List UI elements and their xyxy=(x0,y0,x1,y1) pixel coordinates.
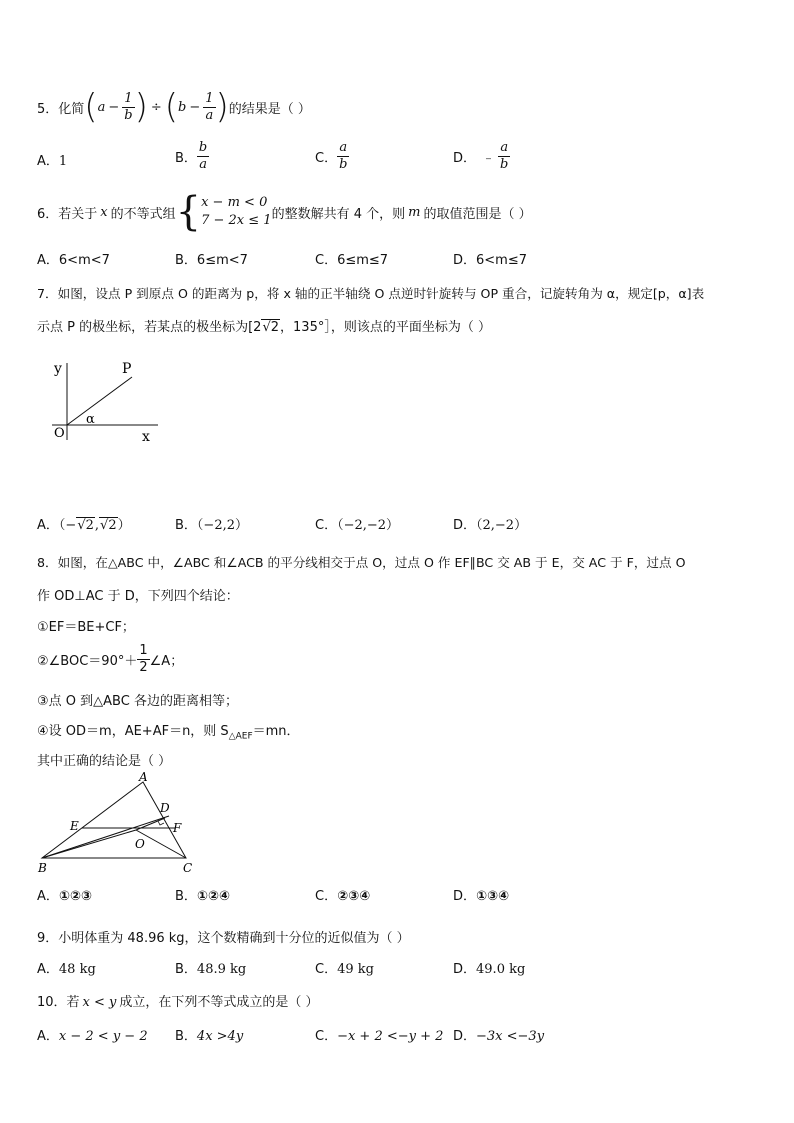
q7-line2-text: 示点 P 的极坐标，若某点的极坐标为[2 xyxy=(37,320,262,335)
option-label: B． xyxy=(175,253,197,268)
q5-option-b[interactable] xyxy=(175,140,209,173)
q7-line2-tail: ，135°］，则该点的平面坐标为（ ） xyxy=(280,320,491,335)
q6-system-row1: x − m < 0 xyxy=(201,195,268,210)
q7-line1: 7．如图，设点 P 到原点 O 的距离为 p，将 x 轴的正半轴绕 O 点逆时针旋转与 OP 重合，记旋转角为 α，规定[p，α]表 xyxy=(37,286,705,301)
option-text: 4x >4y xyxy=(196,1029,244,1044)
option-text: −x + 2 <−y + 2 xyxy=(337,1029,444,1044)
q5-paren-close-2: ) xyxy=(215,87,229,127)
q8-ask: 其中正确的结论是（ ） xyxy=(37,754,172,769)
option-sqrt: √2 xyxy=(77,518,94,533)
q8-line2: 作 OD⊥AC 于 D，下列四个结论： xyxy=(37,589,239,604)
q5-option-c[interactable] xyxy=(315,140,349,173)
q6-var-x: x xyxy=(100,204,108,220)
q8-option-a[interactable] xyxy=(37,885,92,904)
q10-option-d[interactable] xyxy=(453,1025,544,1044)
option-label: A． xyxy=(37,1029,59,1044)
q5-stem xyxy=(37,87,311,127)
option-frac xyxy=(498,140,510,173)
q9-stem: 9．小明体重为 48.96 kg，这个数精确到十分位的近似值为（ ） xyxy=(37,931,410,946)
option-label: D． xyxy=(453,253,477,268)
q6-option-c[interactable] xyxy=(315,249,388,268)
q5-number: 5． xyxy=(37,101,59,117)
q5-tail: 的结果是（ ） xyxy=(228,101,311,117)
label-d: D xyxy=(160,801,170,815)
q7-option-d[interactable] xyxy=(453,514,527,533)
q10-stem xyxy=(37,991,319,1010)
q9-option-a[interactable] xyxy=(37,958,96,977)
q7-line2 xyxy=(37,316,491,335)
q7-option-c[interactable] xyxy=(315,514,399,533)
q6-option-b[interactable] xyxy=(175,249,248,268)
q6-tail1: 的整数解共有 4 个，则 xyxy=(271,206,406,222)
q5-option-d[interactable] xyxy=(453,140,510,173)
right-angle-mark xyxy=(158,821,164,825)
q9-option-c[interactable] xyxy=(315,958,374,977)
option-label: B． xyxy=(175,962,197,977)
sqrt-value: 2 xyxy=(85,518,94,533)
q5-frac1-num: 1 xyxy=(124,90,133,106)
q10-option-c[interactable] xyxy=(315,1025,443,1044)
option-text: ①③④ xyxy=(476,889,510,904)
label-e: E xyxy=(70,819,79,833)
option-label: C． xyxy=(315,253,338,268)
q6-system xyxy=(201,194,271,230)
q5-minus-1: − xyxy=(108,99,120,115)
frac-num: a xyxy=(339,140,348,155)
option-frac xyxy=(337,140,349,173)
option-label: D． xyxy=(453,962,477,977)
option-comma: , xyxy=(94,518,100,533)
option-label: A． xyxy=(37,253,59,268)
label-o: O xyxy=(54,426,65,441)
q7-option-a[interactable] xyxy=(37,514,131,533)
q9-option-d[interactable] xyxy=(453,958,525,977)
q5-paren-open-2: ( xyxy=(164,87,178,127)
frac-num: b xyxy=(198,140,208,155)
q6-mid: 的不等式组 xyxy=(110,206,176,222)
label-y: y xyxy=(54,361,62,377)
option-prefix: ﹣ xyxy=(482,151,496,166)
label-a: A xyxy=(139,770,148,784)
frac-den: b xyxy=(339,157,348,172)
option-text: （− xyxy=(58,518,77,533)
q6-brace: { xyxy=(175,189,202,235)
label-o: O xyxy=(135,837,145,851)
option-label: D． xyxy=(453,1029,477,1044)
option-label: A． xyxy=(37,154,59,169)
frac-num: 1 xyxy=(139,642,148,658)
option-label: B． xyxy=(175,151,197,166)
option-text: x − 2 < y − 2 xyxy=(58,1029,148,1044)
triangle-abc xyxy=(42,782,186,858)
q10-tail: 成立，在下列不等式成立的是（ ） xyxy=(119,995,319,1010)
q10-option-b[interactable] xyxy=(175,1025,243,1044)
option-frac xyxy=(197,140,209,173)
option-text: （−2,2） xyxy=(196,518,248,533)
q8-conclusion-4 xyxy=(37,720,300,742)
option-label: D． xyxy=(453,518,477,533)
q7-sqrt-value: 2 xyxy=(270,320,280,335)
q8-conclusion-2 xyxy=(37,640,183,678)
q6-var-m: m xyxy=(408,204,421,220)
option-text: 49 kg xyxy=(337,962,374,977)
label-b: B xyxy=(38,861,47,875)
c2-frac xyxy=(137,643,149,676)
option-text: ②③④ xyxy=(337,889,371,904)
sqrt-value: 2 xyxy=(108,518,117,533)
q5-frac2-num: 1 xyxy=(205,90,214,106)
q7-option-b[interactable] xyxy=(175,514,248,533)
q5-minus-2: − xyxy=(189,99,201,115)
option-text: ①②④ xyxy=(196,889,230,904)
q8-conclusion-1: ①EF＝BE+CF； xyxy=(37,620,135,635)
option-label: D． xyxy=(453,889,477,904)
option-text: 48.9 kg xyxy=(196,962,247,977)
frac-den: 2 xyxy=(139,659,148,675)
c4-tail: ＝mn． xyxy=(252,724,300,739)
q5-frac1 xyxy=(122,91,134,124)
label-p: P xyxy=(122,361,132,377)
q6-option-a[interactable] xyxy=(37,249,110,268)
q5-lead: 化简 xyxy=(58,101,85,117)
option-label: B． xyxy=(175,1029,197,1044)
q7-polar-figure xyxy=(40,355,170,450)
option-text: 6<m<7 xyxy=(58,253,110,268)
option-label: A． xyxy=(37,962,59,977)
option-text: −3x <−3y xyxy=(476,1029,545,1044)
frac-den: b xyxy=(500,157,509,172)
label-alpha: α xyxy=(86,412,95,427)
option-label: A． xyxy=(37,518,59,533)
option-label: C． xyxy=(315,518,338,533)
q5-divide: ÷ xyxy=(150,99,162,115)
ray-op xyxy=(67,377,132,425)
q6-option-d[interactable] xyxy=(453,249,527,268)
q7-sqrt: √2 xyxy=(262,320,280,335)
label-f: F xyxy=(173,821,182,835)
c2-text: ②∠BOC＝90°＋ xyxy=(37,653,138,669)
option-text: （2,−2） xyxy=(476,518,528,533)
q8-line1: 8．如图，在△ABC 中，∠ABC 和∠ACB 的平分线相交于点 O，过点 O 作 EF∥BC 交 AB 于 E，交 AC 于 F，过点 O xyxy=(37,555,686,570)
option-text-end: ） xyxy=(117,518,131,533)
option-label: C． xyxy=(315,151,338,166)
frac-den: a xyxy=(199,157,207,172)
q5-expr2-b: b xyxy=(178,99,187,115)
q8-option-c[interactable] xyxy=(315,885,370,904)
label-x: x xyxy=(142,429,150,445)
option-label: D． xyxy=(453,151,477,166)
option-text: 6≤m≤7 xyxy=(337,253,389,268)
segment-bd xyxy=(42,816,169,858)
q5-paren-open-1: ( xyxy=(84,87,98,127)
option-text: ①②③ xyxy=(58,889,92,904)
q10-option-a[interactable] xyxy=(37,1025,148,1044)
q10-lead: 10．若 xyxy=(37,995,80,1010)
c2-tail: ∠A； xyxy=(149,653,184,669)
option-label: C． xyxy=(315,962,338,977)
q5-frac2 xyxy=(203,91,215,124)
q5-option-a[interactable] xyxy=(37,150,67,169)
option-label: C． xyxy=(315,1029,338,1044)
label-c: C xyxy=(183,861,193,875)
option-label: C． xyxy=(315,889,338,904)
segment-bo xyxy=(42,830,136,858)
q8-triangle-figure xyxy=(36,770,206,880)
q6-lead: 6．若关于 xyxy=(37,206,98,222)
c4-text: ④设 OD＝m，AE+AF＝n，则 S xyxy=(37,724,229,739)
q8-option-d[interactable] xyxy=(453,885,509,904)
q6-system-row2: 7 − 2x ≤ 1 xyxy=(201,213,272,228)
option-label: A． xyxy=(37,889,59,904)
option-text: 6<m≤7 xyxy=(476,253,528,268)
q6-stem xyxy=(37,190,532,234)
q5-paren-close-1: ) xyxy=(134,87,148,127)
q10-condition: x < y xyxy=(82,995,117,1010)
q5-frac2-den: a xyxy=(205,107,214,123)
q5-expr1-a: a xyxy=(97,99,106,115)
q9-option-b[interactable] xyxy=(175,958,246,977)
option-label: B． xyxy=(175,518,197,533)
q8-option-b[interactable] xyxy=(175,885,230,904)
c4-subscript: △AEF xyxy=(228,731,253,742)
option-text: 49.0 kg xyxy=(476,962,526,977)
frac-num: a xyxy=(500,140,509,155)
option-text: 6≤m<7 xyxy=(196,253,248,268)
q6-tail2: 的取值范围是（ ） xyxy=(423,206,532,222)
option-label: B． xyxy=(175,889,197,904)
q8-conclusion-3: ③点 O 到△ABC 各边的距离相等； xyxy=(37,694,238,709)
option-text: 48 kg xyxy=(58,962,96,977)
q5-frac1-den: b xyxy=(124,107,133,123)
option-text: 1 xyxy=(58,154,68,169)
option-sqrt: √2 xyxy=(100,518,117,533)
option-text: （−2,−2） xyxy=(337,518,400,533)
